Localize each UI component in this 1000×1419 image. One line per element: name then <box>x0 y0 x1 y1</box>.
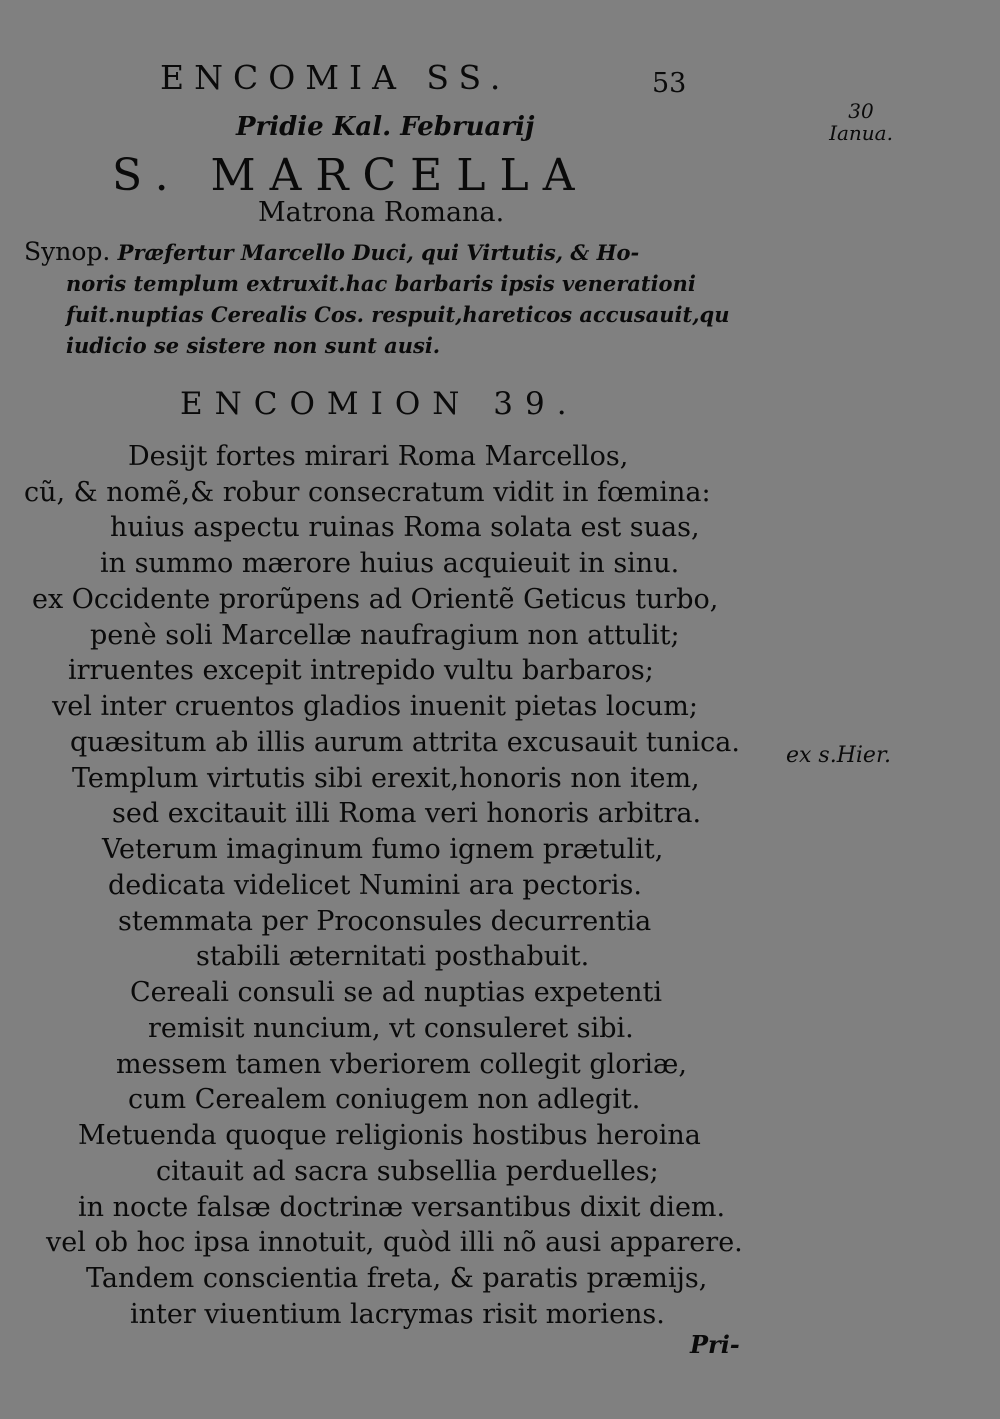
verse-line: vel inter cruentos gladios inuenit pietas locum; <box>52 691 698 722</box>
synopsis-line: noris templum extruxit.hac barbaris ipsis venerationi <box>66 271 696 296</box>
synopsis <box>24 236 784 361</box>
page-number: 53 <box>652 68 687 99</box>
verse-line: Templum virtutis sibi erexit,honoris non item, <box>72 763 700 794</box>
verse-line: cum Cerealem coniugem non adlegit. <box>128 1084 641 1115</box>
encomion-heading: ENCOMION 39. <box>180 386 579 422</box>
margin-date-day: 30 <box>848 99 874 123</box>
verse-line: dedicata videlicet Numini ara pectoris. <box>108 870 642 901</box>
verse-line: remisit nuncium, vt consuleret sibi. <box>148 1013 634 1044</box>
saint-subtitle: Matrona Romana. <box>258 197 505 228</box>
feast-date-line: Pridie Kal. Februarij <box>236 112 535 142</box>
verse-line: penè soli Marcellæ naufragium non attulit; <box>90 620 680 651</box>
margin-date-note <box>806 100 916 144</box>
verse-line: Veterum imaginum fumo ignem prætulit, <box>102 834 664 865</box>
verse-line: quæsitum ab illis aurum attrita excusauit tunica. <box>70 727 740 758</box>
verse-line: ex Occidente prorũpens ad Orientẽ Geticus turbo, <box>32 584 719 615</box>
synopsis-text: Præfertur Marcello Duci, qui Virtutis, & Ho- <box>110 240 640 265</box>
catchword: Pri- <box>690 1330 740 1359</box>
running-head: ENCOMIA SS. <box>160 58 511 97</box>
saint-title: S. MARCELLA <box>112 150 589 201</box>
verse-line: irruentes excepit intrepido vultu barbaros; <box>68 655 654 686</box>
verse-line: inter viuentium lacrymas risit moriens. <box>130 1299 665 1330</box>
verse-line: vel ob hoc ipsa innotuit, quòd illi nõ ausi apparere. <box>46 1227 743 1258</box>
verse-line: messem tamen vberiorem collegit gloriæ, <box>116 1049 687 1080</box>
margin-date-month: Ianua. <box>829 121 893 145</box>
verse-line: stemmata per Proconsules decurrentia <box>118 906 652 937</box>
verse-line: Cereali consuli se ad nuptias expetenti <box>130 977 662 1008</box>
synopsis-line <box>24 236 784 268</box>
verse-line: citauit ad sacra subsellia perduelles; <box>156 1156 659 1187</box>
verse-line: stabili æternitati posthabuit. <box>196 941 590 972</box>
synopsis-line: fuit.nuptias Cerealis Cos. respuit,hareticos accusauit,qu <box>66 302 730 327</box>
verse-line: in nocte falsæ doctrinæ versantibus dixit diem. <box>78 1192 726 1223</box>
verse-line: huius aspectu ruinas Roma solata est suas, <box>110 512 700 543</box>
margin-source-note: ex s.Hier. <box>786 743 892 768</box>
synopsis-line: iudicio se sistere non sunt ausi. <box>66 333 441 358</box>
verse-line: in summo mærore huius acquieuit in sinu. <box>100 548 680 579</box>
verse-line: Metuenda quoque religionis hostibus heroina <box>78 1120 701 1151</box>
verse-line: sed excitauit illi Roma veri honoris arbitra. <box>112 798 702 829</box>
synopsis-label: Synop. <box>24 237 111 266</box>
verse-line: Desijt fortes mirari Roma Marcellos, <box>128 441 629 472</box>
verse-line: cũ, & nomẽ,& robur consecratum vidit in fœmina: <box>24 477 711 508</box>
verse-line: Tandem conscientia freta, & paratis præmijs, <box>86 1263 708 1294</box>
